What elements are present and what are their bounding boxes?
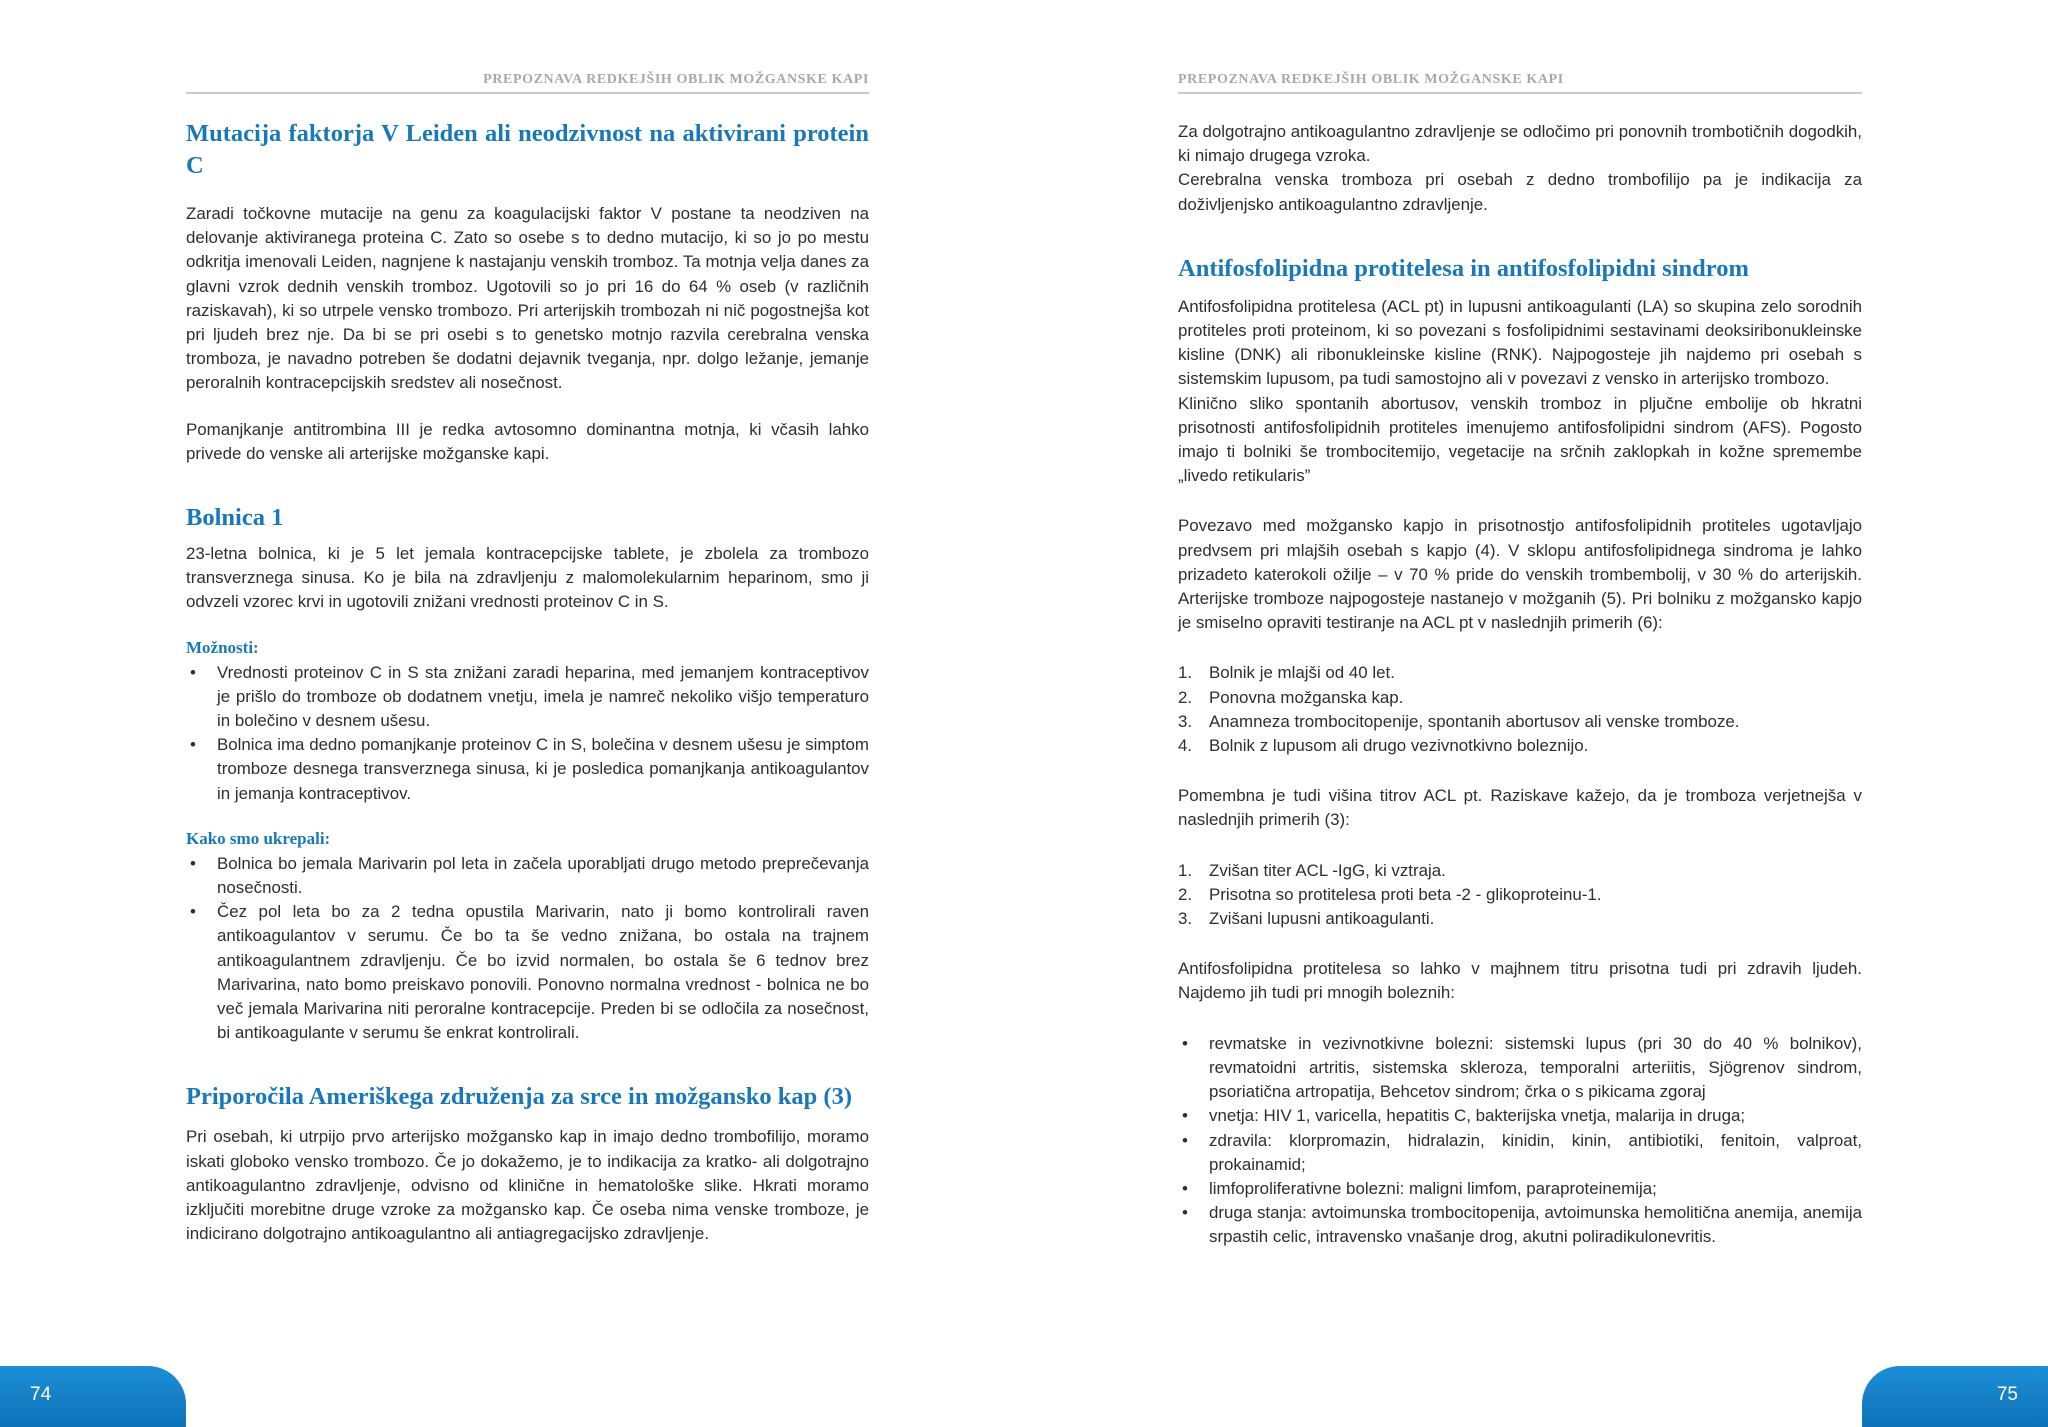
- subheading-options: Možnosti:: [186, 637, 259, 657]
- list-item: • revmatske in vezivnotkivne bolezni: sistemski lupus (pri 30 do 40 % bolnikov), revmatoidni artritis, sistemska skleroza, temporalni arteriitis, Sjögrenov sindrom, psoriatična artropatija, Behcetov sindrom; črka o s pikicama zgoraj: [1182, 1033, 1862, 1102]
- list-item: • zdravila: klorpromazin, hidralazin, kinidin, kinin, antibiotiki, fenitoin, valproat, prokainamid;: [1182, 1130, 1862, 1174]
- paragraph-recommendations: Pri osebah, ki utrpijo prvo arterijsko možgansko kap in imajo dedno trombofilijo, moramo iskati globoko vensko trombozo. Če jo dokažemo, je to indikacija za kratko- ali dolgotrajno antikoagulantno zdravljenje, odvisno od klinične in hematološke slike. Hkrati moramo izključiti morebitne druge vzroke za možgansko kap. Če oseba nima venske tromboze, je indicirano dolgotrajno antikoagulantno ali antiagregacijsko zdravljenje.: [186, 1127, 869, 1244]
- paragraph-long-term-treatment: Za dolgotrajno antikoagulantno zdravljenje se odločimo pri ponovnih trombotičnih dogodkih, ki nimajo drugega vzroka.: [1178, 122, 1862, 166]
- right-page: [1178, 0, 1862, 1427]
- page-number-right: 75: [1996, 1384, 2018, 1405]
- paragraph-cerebral-venous: Cerebralna venska tromboza pri osebah z dedno trombofilijo pa je indikacija za doživljenjsko antikoagulantno zdravljenje.: [1178, 170, 1862, 214]
- list-item: 1. Bolnik je mlajši od 40 let.: [1178, 663, 1395, 683]
- list-item: 2. Ponovna možganska kap.: [1178, 687, 1404, 707]
- section-title-factor-v-leiden: Mutacija faktorja V Leiden ali neodzivnost na aktivirani protein C: [186, 120, 869, 179]
- list-item: • Vrednosti proteinov C in S sta znižani zaradi heparina, med jemanjem kontraceptivov je prišlo do tromboze ob dodatnem vnetju, imela je namreč nekoliko višjo temperaturo in bolečino v desnem ušesu.: [190, 662, 869, 731]
- paragraph-healthy-presence: Antifosfolipidna protitelesa so lahko v majhnem titru prisotna tudi pri zdravih ljudeh. Najdemo jih tudi pri mnogih boleznih:: [1178, 959, 1862, 1003]
- section-title-aha-recommendations: Priporočila Ameriškega združenja za srce in možgansko kap (3): [186, 1083, 852, 1111]
- list-item: • Bolnica bo jemala Marivarin pol leta in začela uporabljati drugo metodo preprečevanja nosečnosti.: [190, 853, 869, 898]
- list-item: • limfoproliferativne bolezni: maligni limfom, paraproteinemija;: [1182, 1178, 1657, 1198]
- list-item: 3. Zvišani lupusni antikoagulanti.: [1178, 909, 1435, 929]
- paragraph-titer-importance: Pomembna je tudi višina titrov ACL pt. Raziskave kažejo, da je tromboza verjetnejša v naslednjih primerih (3):: [1178, 786, 1862, 830]
- page-number-tab-left: [0, 1366, 186, 1427]
- section-title-patient-1: Bolnica 1: [186, 504, 284, 532]
- list-item: 2. Prisotna so protitelesa proti beta -2 - glikoproteinu-1.: [1178, 884, 1602, 904]
- paragraph-acl-definition: Antifosfolipidna protitelesa (ACL pt) in lupusni antikoagulanti (LA) so skupina zelo sorodnih protiteles proti proteinom, ki so povezani s fosfolipidnimi sestavinami deoksiribonukleinske kisline (DNK) ali ribonukleinske kisline (RNK). Najpogosteje jih najdemo pri osebah s sistemskim lupusom, pa tudi samostojno ali v povezavi z vensko in arterijsko trombozo.: [1178, 296, 1862, 389]
- list-item: 1. Zvišan titer ACL -IgG, ki vztraja.: [1178, 860, 1446, 880]
- list-item: 4. Bolnik z lupusom ali drugo vezivnotkivno boleznijo.: [1178, 736, 1589, 756]
- running-header-right: PREPOZNAVA REDKEJŠIH OBLIK MOŽGANSKE KAPI: [1178, 72, 1862, 94]
- right-page-content: [1178, 120, 1862, 1250]
- list-item: • vnetja: HIV 1, varicella, hepatitis C, bakterijska vnetja, malarija in druga;: [1182, 1106, 1746, 1126]
- page-number-tab-right: [1862, 1366, 2048, 1427]
- section-title-antiphospholipid: Antifosfolipidna protitelesa in antifosfolipidni sindrom: [1178, 254, 1749, 282]
- left-page: [186, 0, 869, 1427]
- list-item: 3. Anamneza trombocitopenije, spontanih abortusov ali venske tromboze.: [1178, 711, 1740, 731]
- actions-list: [186, 852, 869, 1046]
- left-page-content: [186, 118, 869, 1247]
- list-item: • druga stanja: avtoimunska trombocitopenija, avtoimunska hemolitična anemija, anemija srpastih celic, intravensko vnašanje drog, akutni poliradikulonevritis.: [1182, 1203, 1862, 1247]
- options-list: [186, 661, 869, 806]
- page-number-left: 74: [30, 1384, 52, 1405]
- paragraph-factor-v: Zaradi točkovne mutacije na genu za koagulacijski faktor V postane ta neodziven na delovanje aktiviranega proteina C. Zato so osebe s to dedno mutacijo, ki so jo po mestu odkritja imenovali Leiden, nagnjene k nastajanju venskih tromboz. Ta motnja velja danes za glavni vzrok dednih venskih tromboz. Ugotovili so jo pri 16 do 64 % oseb (v različnih raziskavah), ki so utrpele vensko trombozo. Pri arterijskih trombozah ni nič pogostnejša kot pri ljudeh brez nje. Da bi se pri osebi s to genetsko motnjo razvila cerebralna venska tromboza, je navadno potreben še dodatni dejavnik tveganja, npr. dolgo ležanje, jemanje peroralnih kontracepcijskih sredstev ali nosečnost.: [186, 204, 869, 393]
- paragraph-stroke-link: Povezavo med možgansko kapjo in prisotnostjo antifosfolipidnih protiteles ugotavljajo predvsem pri mlajših osebah s kapjo (4). V sklopu antifosfolipidnega sindroma je lahko prizadeto katerokoli ožilje – v 70 % pride do venskih trombembolij, v 30 % do arterijskih. Arterijske tromboze najpogosteje nastanejo v možganih (5). Pri bolniku z možgansko kapjo je smiselno opraviti testiranje na ACL pt v naslednjih primerih (6):: [1178, 516, 1862, 633]
- list-item: • Čez pol leta bo za 2 tedna opustila Marivarin, nato ji bomo kontrolirali raven antikoagulantov v serumu. Če bo ta še vedno znižana, bo ostala na trajnem antikoagulantnem zdravljenju. Če bo izvid normalen, bo ostala še 6 tednov brez Marivarina, nato bomo preiskavo ponovili. Ponovno normalna vrednost - bolnica ne bo več jemala Marivarina niti peroralne kontracepcije. Preden bi se odločila za nosečnost, bi antikoagulante v serumu še enkrat kontrolirali.: [190, 902, 869, 1043]
- testing-criteria-list: [1178, 661, 1862, 758]
- diseases-list: [1178, 1032, 1862, 1250]
- paragraph-antithrombin: Pomanjkanje antitrombina III je redka avtosomno dominantna motnja, ki včasih lahko privede do venske ali arterijske možganske kapi.: [186, 419, 869, 463]
- paragraph-afs-clinical: Klinično sliko spontanih abortusov, venskih tromboz in pljučne embolije ob hkratni prisotnosti antifosfolipidnih protiteles imenujemo antifosfolipidni sindrom (AFS). Pogosto imajo ti bolniki še trombocitemijo, vegetacije na srčnih zaklopkah in kožne spremembe „livedo retikularis”: [1178, 393, 1862, 486]
- thrombosis-risk-list: [1178, 859, 1862, 932]
- running-header-left: PREPOZNAVA REDKEJŠIH OBLIK MOŽGANSKE KAPI: [186, 72, 869, 94]
- list-item: • Bolnica ima dedno pomanjkanje proteinov C in S, bolečina v desnem ušesu je simptom tromboze desnega transverznega sinusa, ki je posledica pomanjkanja antikoagulantov in jemanja kontraceptivov.: [190, 735, 869, 803]
- paragraph-patient-case: 23-letna bolnica, ki je 5 let jemala kontracepcijske tablete, je zbolela za trombozo transverznega sinusa. Ko je bila na zdravljenju z malomolekularnim heparinom, smo ji odvzeli vzorec krvi in ugotovili znižani vrednosti proteinov C in S.: [186, 544, 869, 612]
- subheading-actions: Kako smo ukrepali:: [186, 828, 331, 848]
